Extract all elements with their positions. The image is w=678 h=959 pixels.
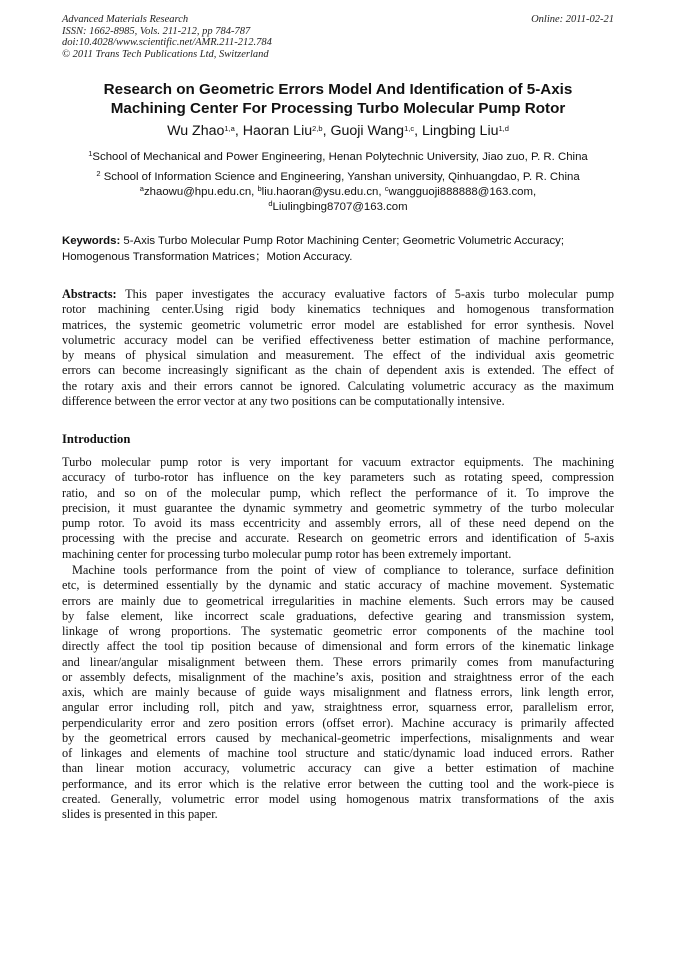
affiliation-text: School of Information Science and Engineering, Yanshan university, Qinhuangdao, P. R. China bbox=[103, 171, 580, 183]
abstract-line: Abstracts: This paper investigates the accuracy evaluative factors of 5-axis turbo molecular pump bbox=[62, 287, 614, 301]
author-affiliation-mark: 2,b bbox=[312, 124, 323, 133]
abstract-line: volumetric accuracy model can be verified effectiveness better estimation of machine performance, bbox=[62, 332, 614, 347]
title-line-1: Research on Geometric Errors Model And Identification of 5-Axis bbox=[103, 81, 573, 98]
paragraph-line: axis, which are mainly because of guide ways misalignment and flatness errors, link length error, bbox=[62, 685, 614, 699]
journal-header bbox=[62, 14, 614, 60]
paragraph-line: and linear/angular misalignment between them. These errors primarily comes from manufacturing bbox=[62, 654, 614, 669]
paragraph-line: Turbo molecular pump rotor is very important for vacuum extractor equipments. The machining bbox=[62, 455, 614, 469]
affiliation-1 bbox=[56, 150, 620, 165]
paragraph-line: errors are mainly due to geometrical irregularities in machine elements. Such errors may be caused bbox=[62, 593, 614, 608]
author-affiliation-mark: 1,a bbox=[224, 124, 235, 133]
paragraph-line: machining center for processing turbo molecular pump rotor has been extremely important. bbox=[62, 546, 512, 561]
paragraph-line: slides is presented in this paper. bbox=[62, 807, 218, 821]
abstract-line: the rotary axis and their errors cannot be ignored. Calculating volumetric accuracy as the maximum bbox=[62, 378, 614, 393]
introduction-paragraph-2 bbox=[62, 563, 614, 822]
author-affiliation-mark: 1,c bbox=[404, 124, 415, 133]
paragraph-line: by false element, like incorrect scale graduations, defective gearing and transmission system, bbox=[62, 608, 614, 623]
paper-title bbox=[62, 80, 614, 118]
title-line-2: Machining Center For Processing Turbo Molecular Pump Rotor bbox=[110, 100, 566, 117]
paragraph-line: accuracy of turbo-rotor has influence on the key parameters such as rotating speed, compression bbox=[62, 470, 614, 485]
paragraph-line: performance, and its error which is the relative error between the cutting tool and the work-piece is bbox=[62, 776, 614, 791]
abstract-block bbox=[62, 287, 614, 409]
email-line-1 bbox=[62, 185, 614, 200]
paragraph-line: Machine tools performance from the point of view of compliance to tolerance, surface definition bbox=[72, 563, 614, 577]
journal-name: Advanced Materials Research bbox=[62, 14, 189, 25]
affiliation-mark: 2 bbox=[96, 169, 101, 178]
paragraph-line: by the geometrical errors caused by mechanical-geometric imperfections, misalignments and wear bbox=[62, 730, 614, 745]
affiliation-text: School of Mechanical and Power Engineering, Henan Polytechnic University, Jiao zuo, P. R. China bbox=[92, 151, 588, 163]
paragraph-line: processing with the precise and accurate. Research on geometric errors and identification of 5-axis bbox=[62, 531, 614, 546]
introduction-heading: Introduction bbox=[62, 432, 131, 446]
abstract-line: difference between the error vector at any two positions can be computationally intensive. bbox=[62, 393, 505, 408]
author-emails bbox=[62, 185, 614, 215]
abstract-label: Abstracts: bbox=[62, 287, 117, 301]
paragraph-line: perpendicularity error and zero position errors (offset error). Machine accuracy is primarily affected bbox=[62, 715, 614, 730]
abstract-line: by means of physical simulation and measurement. The effect of the individual axis geometric bbox=[62, 348, 614, 362]
abstract-line: rotor machining center.Using rigid body kinematics techniques and homogenous transformation bbox=[62, 302, 614, 317]
author-name: Wu Zhao bbox=[167, 123, 225, 139]
email-address[interactable]: zhaowu@hpu.edu.cn, bbox=[143, 186, 255, 198]
author-name: Guoji Wang bbox=[330, 123, 405, 139]
author-name: Lingbing Liu bbox=[421, 123, 499, 139]
email-mark: d bbox=[268, 199, 273, 208]
keywords-line-2: Homogenous Transformation Matrices；Motion Accuracy. bbox=[62, 250, 353, 263]
email-mark: c bbox=[384, 184, 389, 193]
email-line-2 bbox=[62, 200, 614, 215]
paragraph-line: angular error including roll, pitch and yaw, straightness error, squarness error, parallelism error, bbox=[62, 700, 614, 715]
keywords-label: Keywords: bbox=[62, 235, 121, 247]
paragraph-line: of linkages and elements of machine tool structure and static/dynamic load induced errors. Rather bbox=[62, 746, 614, 760]
author-list: Wu Zhao$^{1,a}$, Haoran Liu$^{2,b}$, Guoji Wang$^{1,c}$, Lingbing Liu$^{1,d}$ bbox=[167, 123, 509, 139]
email-mark: a bbox=[139, 184, 144, 193]
affiliation-2 bbox=[56, 170, 620, 185]
introduction-paragraph-1 bbox=[62, 455, 614, 562]
copyright-line: © 2011 Trans Tech Publications Ltd, Switzerland bbox=[62, 48, 269, 60]
paragraph-line: than linear motion accuracy, volumetric accuracy can give a better estimation of machine bbox=[62, 761, 614, 776]
paragraph-line: precision, it must guarantee the dynamic symmetry and geometric symmetry of the turbo molecular bbox=[62, 500, 614, 515]
email-mark: b bbox=[257, 184, 262, 193]
author-name: Haoran Liu bbox=[242, 123, 313, 139]
abstract-line: errors can become increasingly significant as the chain of dependent axis is extended. The effect of bbox=[62, 363, 614, 378]
paragraph-line: created. Generally, volumetric error model using homogenous matrix transformations of the axis bbox=[62, 791, 614, 806]
paragraph-line: etc, is determined essentially by the dynamic and static accuracy of machine movement. Systematic bbox=[62, 578, 614, 593]
paragraph-line: or assembly defects, misalignment of the machine’s axis, position and straightness error of the each bbox=[62, 669, 614, 684]
abstract-line: matrices, the systemic geometric volumetric error model are established for error synthesis. Novel bbox=[62, 317, 614, 332]
online-date: Online: 2011-02-21 bbox=[531, 14, 614, 25]
paragraph-line: ratio, and so on of the molecular pump, which reflect the performance of it. To improve the bbox=[62, 485, 614, 500]
paragraph-line: linkage of wrong proportions. The systematic geometric error components of the machine tool bbox=[62, 624, 614, 638]
affiliation-mark: 1 bbox=[88, 149, 93, 158]
issn-line: ISSN: 1662-8985, Vols. 211-212, pp 784-787 bbox=[62, 25, 251, 37]
keywords-text: 5-Axis Turbo Molecular Pump Rotor Machining Center; Geometric Volumetric Accuracy; bbox=[123, 235, 565, 247]
email-address[interactable]: liu.haoran@ysu.edu.cn, bbox=[261, 186, 382, 198]
keywords-block bbox=[62, 234, 618, 265]
keywords-line-1 bbox=[62, 234, 618, 250]
paragraph-line: directly affect the tool tip position because of dimensional and form errors of the kinematic linkage bbox=[62, 639, 614, 654]
doi-line[interactable]: doi:10.4028/www.scientific.net/AMR.211-212.784 bbox=[62, 37, 272, 48]
paragraph-line: pump rotor. To avoid its mass eccentricity and assembly errors, all of these need depend on the bbox=[62, 516, 614, 530]
email-address[interactable]: wangguoji888888@163.com, bbox=[388, 186, 537, 198]
author-affiliation-mark: 1,d bbox=[498, 124, 509, 133]
email-address[interactable]: Liulingbing8707@163.com bbox=[272, 201, 408, 213]
